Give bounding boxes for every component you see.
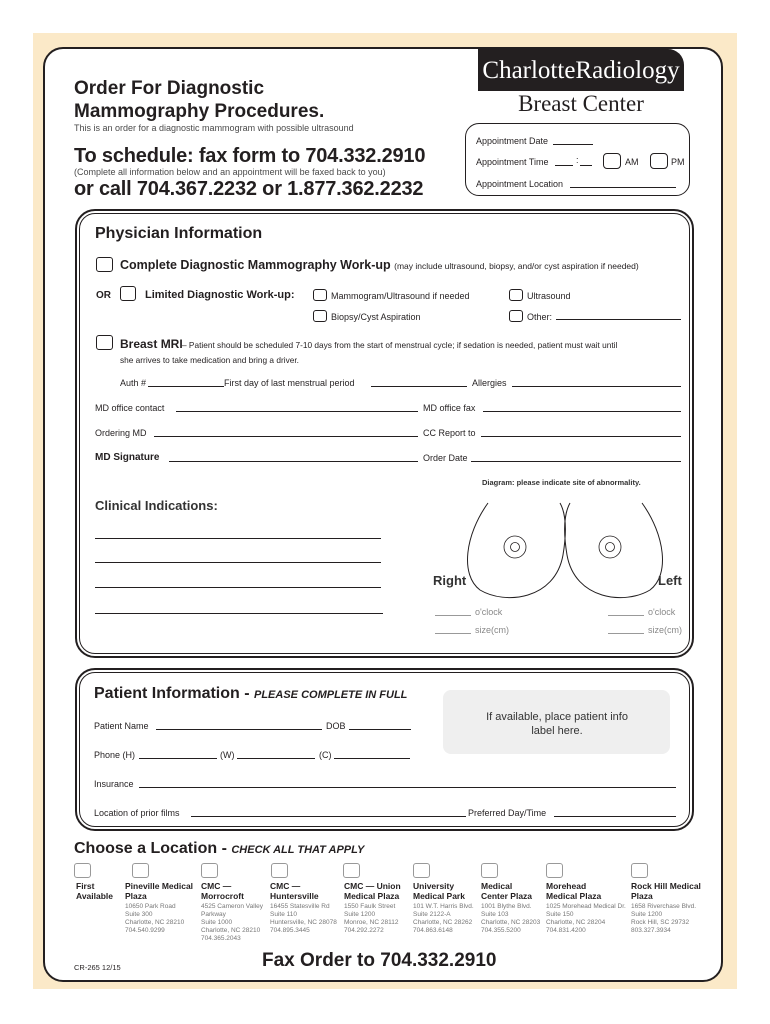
phone-work-label: (W): [220, 750, 235, 760]
location-name: Morehead: [546, 881, 587, 891]
location-title: [74, 840, 364, 858]
preferred-field[interactable]: [554, 816, 676, 817]
location-checkbox-first-available[interactable]: [74, 863, 91, 878]
location-name: Plaza: [125, 890, 147, 901]
appointment-time-label: Appointment Time: [476, 157, 549, 167]
form-subtitle: This is an order for a diagnostic mammogram with possible ultrasound: [74, 123, 354, 133]
location-morehead: [546, 882, 626, 935]
location-name: Morrocroft: [201, 890, 244, 901]
left-oclock-label: o'clock: [648, 607, 676, 617]
title-line-1: Order For Diagnostic: [74, 78, 265, 99]
mammo-us-checkbox[interactable]: [313, 289, 327, 301]
am-checkbox[interactable]: [603, 153, 621, 169]
phone-cell-label: (C): [319, 750, 332, 760]
fax-order: Fax Order to 704.332.2910: [262, 950, 497, 971]
phone-work-field[interactable]: [237, 758, 315, 759]
form-id: CR-265 12/15: [74, 963, 121, 972]
location-name: Medical: [481, 881, 513, 891]
or-label: OR: [96, 290, 111, 301]
md-contact-field[interactable]: [176, 411, 418, 412]
ordering-md-label: Ordering MD: [95, 428, 147, 438]
location-checkbox-union[interactable]: [343, 863, 360, 878]
right-size-field[interactable]: [435, 633, 471, 634]
right-label: Right: [433, 573, 467, 588]
breast-mri-checkbox[interactable]: [96, 335, 113, 350]
menstrual-field[interactable]: [371, 386, 467, 387]
cc-report-label: CC Report to: [423, 428, 476, 438]
location-name: First: [76, 881, 95, 891]
diagram-label: Diagram: please indicate site of abnormality.: [482, 478, 641, 487]
phone-cell-field[interactable]: [334, 758, 410, 759]
limited-workup-checkbox[interactable]: [120, 286, 136, 301]
complete-workup-text: Complete Diagnostic Mammography Work-up: [120, 258, 391, 272]
location-checkbox-university[interactable]: [413, 863, 430, 878]
dob-field[interactable]: [349, 729, 411, 730]
location-address: 1025 Morehead Medical Dr. Suite 150 Charlotte, NC 28204 704.831.4200: [546, 903, 626, 934]
appointment-hour-field[interactable]: [555, 165, 573, 166]
location-name: Medical Plaza: [344, 890, 400, 901]
ultrasound-checkbox[interactable]: [509, 289, 523, 301]
appointment-date-field[interactable]: [553, 144, 593, 145]
location-checkbox-morrocroft[interactable]: [201, 863, 218, 878]
allergies-field[interactable]: [512, 386, 681, 387]
left-size-field[interactable]: [608, 633, 644, 634]
location-huntersville: [270, 882, 344, 935]
appointment-location-label: Appointment Location: [476, 179, 564, 189]
location-name: University: [413, 881, 455, 891]
clinical-line-4[interactable]: [95, 613, 383, 614]
patient-name-field[interactable]: [156, 729, 322, 730]
other-field[interactable]: [556, 319, 681, 320]
location-checkbox-medical-center[interactable]: [481, 863, 498, 878]
clinical-line-1[interactable]: [95, 538, 381, 539]
auth-field[interactable]: [148, 386, 224, 387]
location-name: Plaza: [631, 890, 653, 901]
clinical-line-3[interactable]: [95, 587, 381, 588]
left-size-label: size(cm): [648, 625, 682, 635]
patient-title: [94, 685, 407, 703]
auth-label: Auth #: [120, 378, 147, 388]
other-checkbox[interactable]: [509, 310, 523, 322]
location-name: Rock Hill Medical: [631, 881, 701, 891]
location-name: CMC —: [270, 881, 301, 891]
patient-label-text: If available, place patient info label here.: [486, 711, 628, 737]
biopsy-checkbox[interactable]: [313, 310, 327, 322]
appointment-location-field[interactable]: [570, 187, 676, 188]
schedule-call: or call 704.367.2232 or 1.877.362.2232: [74, 178, 424, 200]
phone-home-label: Phone (H): [94, 750, 136, 760]
breast-diagram[interactable]: [460, 495, 670, 605]
biopsy-label: Biopsy/Cyst Aspiration: [331, 312, 421, 322]
left-label: Left: [658, 573, 682, 588]
location-union: [344, 882, 418, 935]
breast-mri-label: Breast MRI: [120, 337, 183, 351]
location-university: [413, 882, 487, 935]
location-medical-center: [481, 882, 555, 935]
location-name: Medical Park: [413, 890, 465, 901]
order-date-label: Order Date: [423, 453, 468, 463]
cc-report-field[interactable]: [481, 436, 681, 437]
md-signature-field[interactable]: [169, 461, 418, 462]
breast-mri-note-2: she arrives to take medication and bring a driver.: [120, 355, 299, 365]
patient-title-emphasis: PLEASE COMPLETE IN FULL: [254, 689, 408, 701]
location-title-text: Choose a Location -: [74, 840, 232, 857]
right-oclock-label: o'clock: [475, 607, 503, 617]
md-fax-field[interactable]: [483, 411, 681, 412]
ordering-md-field[interactable]: [154, 436, 418, 437]
location-checkbox-pineville[interactable]: [132, 863, 149, 878]
left-nipple: [606, 543, 615, 552]
pm-checkbox[interactable]: [650, 153, 668, 169]
ultrasound-label: Ultrasound: [527, 291, 571, 301]
location-checkbox-morehead[interactable]: [546, 863, 563, 878]
location-address: 4525 Cameron Valley Parkway Suite 1000 Charlotte, NC 28210 704.365.2043: [201, 903, 264, 942]
other-label: Other:: [527, 312, 553, 322]
md-contact-label: MD office contact: [95, 403, 165, 413]
right-areola: [504, 536, 526, 558]
right-breast-outline: [468, 503, 566, 598]
am-label: AM: [625, 157, 639, 167]
menstrual-label: First day of last menstrual period: [224, 378, 355, 388]
location-name: CMC — Union: [344, 881, 401, 891]
schedule-note: (Complete all information below and an appointment will be faxed back to you): [74, 167, 386, 177]
location-name: CMC —: [201, 881, 232, 891]
location-checkbox-huntersville[interactable]: [271, 863, 288, 878]
location-address: 1001 Blythe Blvd. Suite 103 Charlotte, NC 28203 704.355.5200: [481, 903, 541, 934]
location-pineville: [125, 882, 199, 935]
preferred-label: Preferred Day/Time: [468, 808, 547, 818]
location-address: 16455 Statesville Rd Suite 110 Huntersville, NC 28078 704.895.3445: [270, 903, 337, 934]
location-morrocroft: [201, 882, 275, 943]
time-separator: :: [576, 155, 579, 165]
dob-label: DOB: [326, 721, 346, 731]
left-oclock-field[interactable]: [608, 615, 644, 616]
location-checkbox-rock-hill[interactable]: [631, 863, 648, 878]
pm-label: PM: [671, 157, 685, 167]
appointment-date-label: Appointment Date: [476, 136, 549, 146]
location-rock-hill: [631, 882, 711, 935]
location-name: Available: [76, 890, 114, 901]
location-address: 1658 Riverchase Blvd. Suite 1200 Rock Hill, SC 29732 803.327.3934: [631, 903, 697, 934]
logo: CharlotteRadiology: [478, 49, 684, 91]
location-name: Huntersville: [270, 890, 319, 901]
logo-subtitle: Breast Center: [518, 91, 644, 116]
allergies-label: Allergies: [472, 378, 507, 388]
location-name: Center Plaza: [481, 890, 533, 901]
complete-workup-label: [120, 258, 639, 272]
patient-name-label: Patient Name: [94, 721, 149, 731]
physician-title: Physician Information: [95, 225, 263, 242]
form-title: [74, 77, 454, 123]
complete-workup-note: (may include ultrasound, biopsy, and/or cyst aspiration if needed): [394, 261, 639, 271]
location-title-emphasis: CHECK ALL THAT APPLY: [231, 844, 365, 856]
clinical-line-2[interactable]: [95, 562, 381, 563]
location-address: 101 W.T. Harris Blvd. Suite 2122-A Charlotte, NC 28262 704.863.6148: [413, 903, 474, 934]
mammo-us-label: Mammogram/Ultrasound if needed: [331, 291, 470, 301]
insurance-label: Insurance: [94, 779, 134, 789]
prior-films-label: Location of prior films: [94, 808, 180, 818]
location-address: 10650 Park Road Suite 300 Charlotte, NC 28210 704.540.9299: [125, 903, 185, 934]
right-oclock-field[interactable]: [435, 615, 471, 616]
appointment-minute-field[interactable]: [580, 165, 592, 166]
schedule-fax: To schedule: fax form to 704.332.2910: [74, 145, 426, 167]
location-name: Pineville Medical: [125, 881, 194, 891]
order-date-field[interactable]: [471, 461, 681, 462]
md-fax-label: MD office fax: [423, 403, 476, 413]
insurance-field[interactable]: [139, 787, 676, 788]
phone-home-field[interactable]: [139, 758, 217, 759]
complete-workup-checkbox[interactable]: [96, 257, 113, 272]
right-size-label: size(cm): [475, 625, 509, 635]
limited-workup-label: Limited Diagnostic Work-up:: [145, 289, 295, 301]
md-signature-label: MD Signature: [95, 452, 160, 463]
location-address: 1550 Faulk Street Suite 1200 Monroe, NC 28112 704.292.2272: [344, 903, 399, 934]
title-line-2: Mammography Procedures.: [74, 101, 325, 122]
left-areola: [599, 536, 621, 558]
clinical-indications-label: Clinical Indications:: [95, 498, 218, 513]
location-name: Medical Plaza: [546, 890, 602, 901]
breast-mri-note: – Patient should be scheduled 7-10 days from the start of menstrual cycle; if sedation is needed, patient must wait until: [182, 340, 618, 350]
patient-title-text: Patient Information -: [94, 685, 254, 702]
prior-films-field[interactable]: [191, 816, 466, 817]
right-nipple: [511, 543, 520, 552]
